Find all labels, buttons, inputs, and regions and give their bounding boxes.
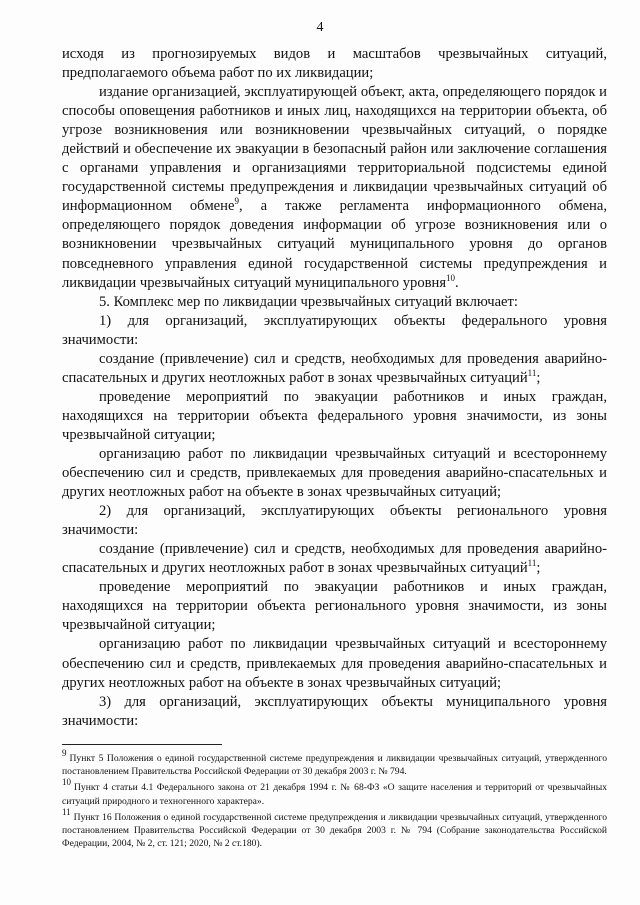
paragraph: исходя из прогнозируемых видов и масштабов чрезвычайных ситуаций, предполагаемого объема работ по их ликвидации; [62,46,607,82]
paragraph: проведение мероприятий по эвакуации работников и иных граждан, находящихся на территории объекта регионального уровня значимости, из зоны чрезвычайной ситуации; [62,579,607,634]
footnote-ref: 9 [234,196,239,207]
paragraph: создание (привлечение) сил и средств, необходимых для проведения аварийно-спасательных и других неотложных работ в зонах чрезвычайных ситуаций$^{11}$; [62,541,607,577]
footnote-text: Пункт 16 Положения о единой государственной системе предупреждения и ликвидации чрезвычайных ситуаций, утвержденного постановлением Правительства Российской Федерации от 30 декабря 2003 г. № 794 (Собрание законодательства Российской Федерации, 2004, № 2, ст. 121; 2020, № 2 ст.180). [62,811,607,850]
paragraph: издание организацией, эксплуатирующей объект, акта, определяющего порядок и способы оповещения работников и иных лиц, находящихся на территории объекта, об угрозе возникновения или возникновении чрезвычайных ситуаций, о порядке действий и обеспечение их эвакуации в безопасный район или заключение соглашения с органами управления и организациями территориальной подсистемы единой государственной системы предупреждения и ликвидации чрезвычайных ситуаций об информационном обмене$^9$, а также регламента информационного обмена, определяющего порядок доведения информации об угрозе возникновения или о возникновении чрезвычайных ситуаций муниципального уровня до органов повседневного управления единой государственной системы предупреждения и ликвидации чрезвычайных ситуаций муниципального уровня$^{10}$. [62,84,607,291]
paragraph: организацию работ по ликвидации чрезвычайных ситуаций и всестороннему обеспечению сил и средств, привлекаемых для проведения аварийно-спасательных и других неотложных работ на объекте в зонах чрезвычайных ситуаций; [62,445,607,501]
footnote-number: 10 [62,777,71,788]
paragraph: 5. Комплекс мер по ликвидации чрезвычайных ситуаций включает: [99,293,518,310]
footnote-divider [62,744,222,745]
paragraph: 2) для организаций, эксплуатирующих объекты регионального уровня значимости: [62,503,607,539]
page-number: 4 [316,20,324,35]
footnote-number: 11 [62,806,71,817]
paragraph: 1) для организаций, эксплуатирующих объекты федерального уровня значимости: [62,312,607,348]
footnote-text: Пункт 5 Положения о единой государственной системе предупреждения и ликвидации чрезвычайных ситуаций, утвержденного постановлением Правительства Российской Федерации от 30 декабря 2003 г. № 794. [62,753,607,778]
paragraph: создание (привлечение) сил и средств, необходимых для проведения аварийно-спасательных и других неотложных работ в зонах чрезвычайных ситуаций$^{11}$; [62,350,607,386]
footnote [62,748,607,778]
paragraph: организацию работ по ликвидации чрезвычайных ситуаций и всестороннему обеспечению сил и средств, привлекаемых для проведения аварийно-спасательных и других неотложных работ на объекте в зонах чрезвычайных ситуаций; [62,636,607,691]
footnote-ref: 11 [527,367,537,378]
footnote-ref: 10 [446,272,456,283]
footnote-number: 9 [62,748,67,758]
footnote [62,777,607,807]
paragraph: 3) для организаций, эксплуатирующих объекты муниципального уровня значимости: [62,693,607,729]
footnote [62,806,607,851]
footnote-ref: 11 [527,558,537,569]
footnotes [62,748,607,853]
paragraph: проведение мероприятий по эвакуации работников и иных граждан, находящихся на территории объекта федерального уровня значимости, из зоны чрезвычайной ситуации; [62,388,607,443]
footnote-text: Пункт 4 статьи 4.1 Федерального закона от 21 декабря 1994 г. № 68-ФЗ «О защите населения и территорий от чрезвычайных ситуаций природного и техногенного характера». [62,782,607,807]
document-body [62,45,607,731]
